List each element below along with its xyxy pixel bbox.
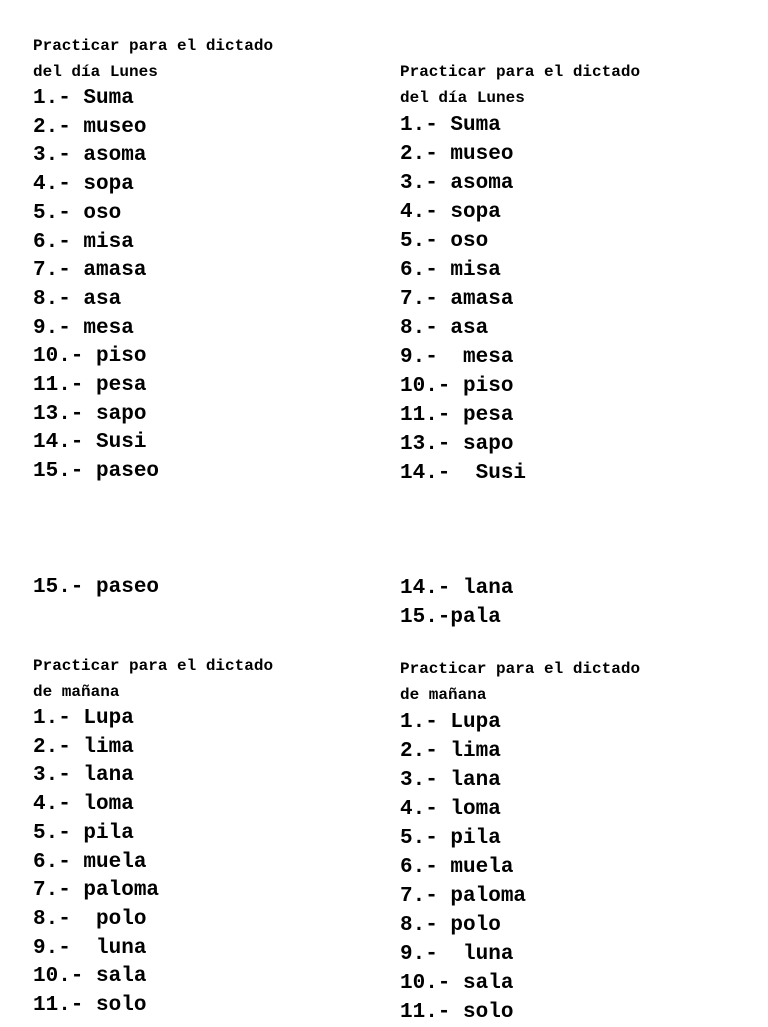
- list-item: 1.- Suma: [400, 114, 501, 137]
- list-item: 1.- Lupa: [33, 707, 134, 730]
- section-title-line1: Practicar para el dictado: [33, 37, 274, 55]
- top-right-section: [400, 59, 640, 488]
- list-item: 13.- sapo: [33, 402, 147, 426]
- list-item: 4.- sopa: [33, 173, 134, 197]
- section-title-line2: de mañana: [33, 683, 120, 701]
- list-item: 11.- pesa: [400, 404, 514, 427]
- list-item: 5.- pila: [400, 827, 501, 850]
- word-list: [33, 574, 159, 603]
- list-item: 15.-pala: [400, 606, 501, 629]
- list-item: 13.- sapo: [400, 433, 514, 456]
- word-list: [400, 111, 640, 488]
- list-item: 15.- paseo: [33, 576, 160, 599]
- list-item: 2.- museo: [33, 115, 147, 139]
- list-item: 11.- solo: [400, 1001, 514, 1024]
- list-item: 6.- muela: [33, 850, 147, 874]
- list-item: 7.- paloma: [400, 885, 527, 908]
- list-item: 5.- pila: [33, 821, 134, 845]
- list-item: 3.- asoma: [400, 172, 514, 195]
- section-title-line2: de mañana: [400, 686, 487, 704]
- list-item: 9.- mesa: [400, 346, 514, 369]
- list-item: 11.- solo: [33, 994, 147, 1018]
- section-title-line2: del día Lunes: [400, 89, 525, 107]
- list-item: 7.- amasa: [400, 288, 514, 311]
- list-item: 10.- piso: [400, 375, 514, 398]
- list-item: 15.- paseo: [33, 460, 160, 484]
- list-item: 14.- Susi: [33, 431, 147, 455]
- section-title-line1: Practicar para el dictado: [400, 63, 641, 81]
- list-item: 14.- lana: [400, 577, 514, 600]
- list-item: 2.- lima: [400, 740, 501, 763]
- list-item: 3.- asoma: [33, 144, 147, 168]
- list-item: 9.- luna: [33, 936, 147, 960]
- word-list: [33, 85, 273, 487]
- list-item: 5.- oso: [400, 230, 489, 253]
- list-item: 6.- misa: [33, 230, 134, 254]
- list-item: 8.- polo: [33, 907, 147, 931]
- list-item: 10.- piso: [33, 345, 147, 369]
- list-item: 4.- loma: [400, 798, 501, 821]
- list-item: 2.- lima: [33, 735, 134, 759]
- list-item: 3.- lana: [33, 764, 134, 788]
- section-title-line2: del día Lunes: [33, 63, 158, 81]
- list-item: 4.- sopa: [400, 201, 501, 224]
- word-list: [400, 574, 513, 632]
- middle-right-section: [400, 574, 513, 632]
- bottom-left-section: [33, 653, 273, 1021]
- list-item: 8.- asa: [33, 287, 122, 311]
- list-item: 1.- Suma: [33, 87, 134, 110]
- list-item: 1.- Lupa: [400, 711, 501, 734]
- list-item: 6.- muela: [400, 856, 514, 879]
- list-item: 8.- polo: [400, 914, 501, 937]
- list-item: 9.- mesa: [33, 316, 134, 340]
- list-item: 5.- oso: [33, 201, 122, 225]
- list-item: 11.- pesa: [33, 374, 147, 398]
- bottom-right-section: [400, 656, 640, 1027]
- list-item: 10.- sala: [33, 965, 147, 989]
- list-item: 6.- misa: [400, 259, 501, 282]
- list-item: 14.- Susi: [400, 462, 527, 485]
- section-title-line1: Practicar para el dictado: [400, 660, 641, 678]
- list-item: 8.- asa: [400, 317, 489, 340]
- word-list: [400, 708, 640, 1027]
- middle-left-section: [33, 574, 159, 603]
- list-item: 9.- luna: [400, 943, 514, 966]
- section-title-line1: Practicar para el dictado: [33, 657, 274, 675]
- word-list: [33, 705, 273, 1021]
- list-item: 10.- sala: [400, 972, 514, 995]
- list-item: 7.- paloma: [33, 879, 160, 903]
- list-item: 7.- amasa: [33, 259, 147, 283]
- list-item: 2.- museo: [400, 143, 514, 166]
- top-left-section: [33, 33, 273, 487]
- list-item: 4.- loma: [33, 793, 134, 817]
- list-item: 3.- lana: [400, 769, 501, 792]
